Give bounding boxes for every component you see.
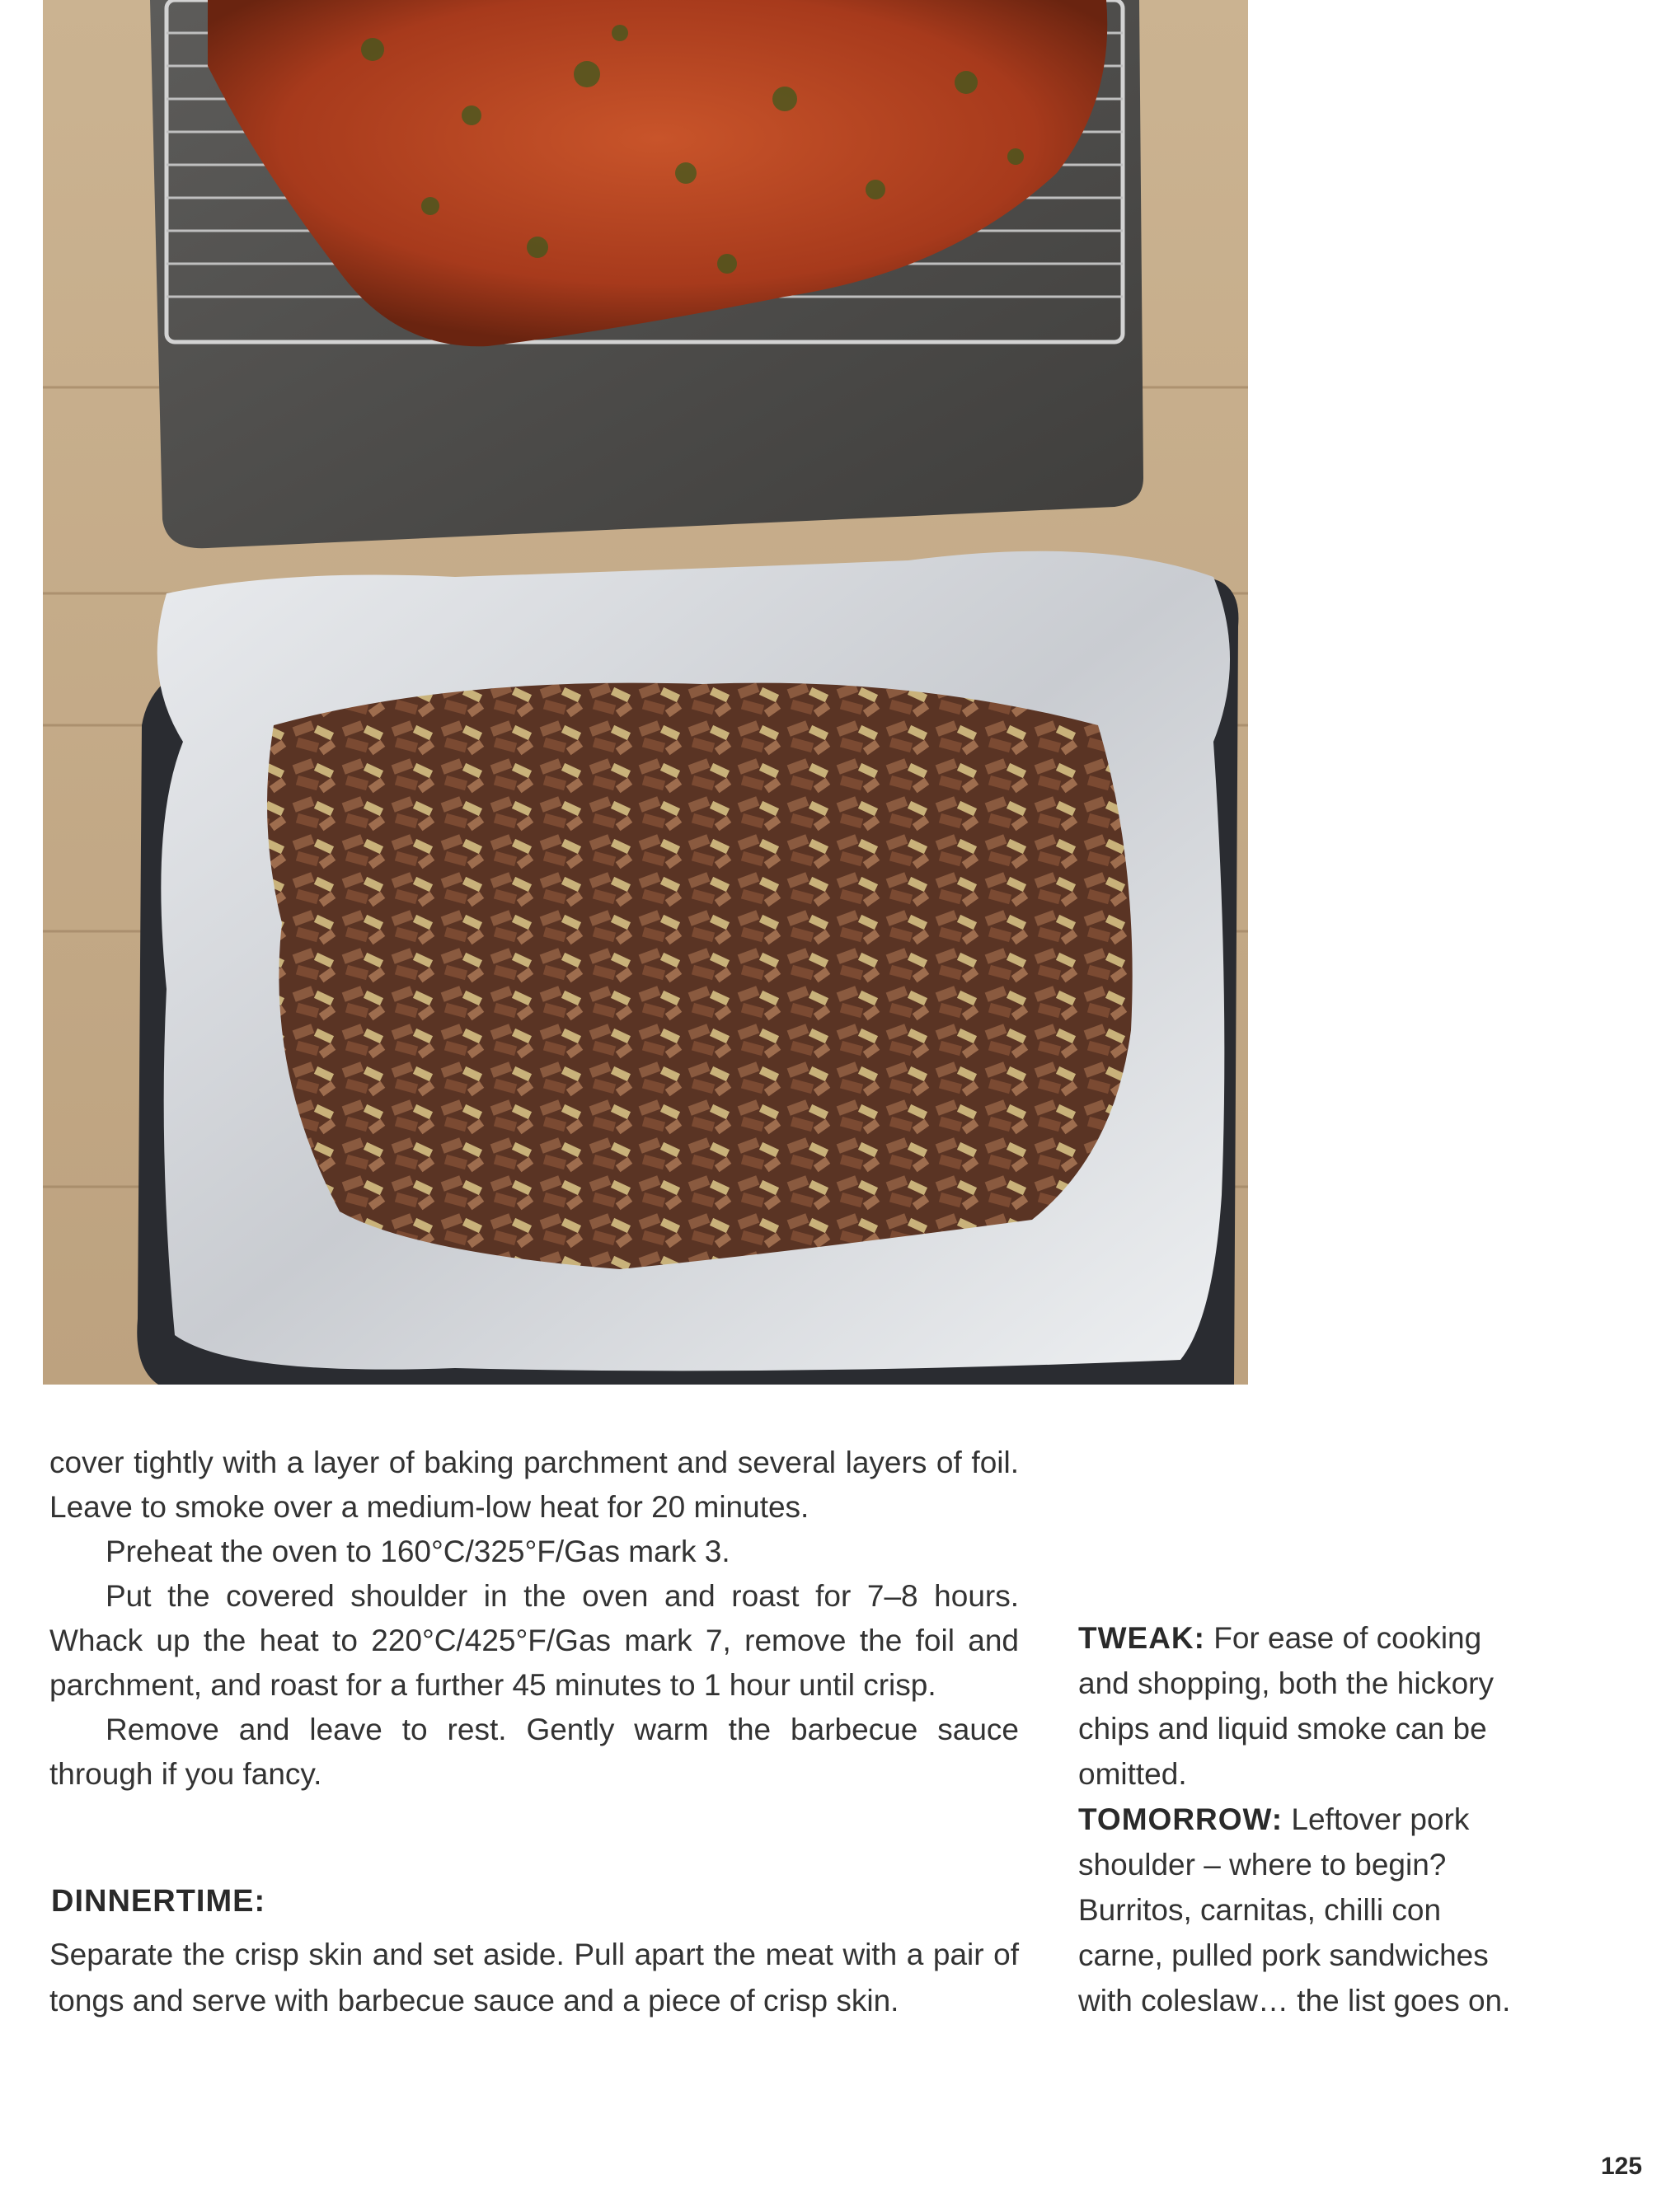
- sidebar-notes: [1078, 1615, 1523, 2023]
- tweak-note: [1078, 1615, 1523, 1797]
- method-paragraph-1: cover tightly with a layer of baking parchment and several layers of foil. Leave to smoke over a medium-low heat for 20 minutes.: [49, 1446, 1019, 1524]
- tweak-text: For ease of cooking and shopping, both the hickory chips and liquid smoke can be omitted.: [1078, 1621, 1494, 1791]
- method-paragraph-3: Put the covered shoulder in the oven and roast for 7–8 hours. Whack up the heat to 220°C/425°F/Gas mark 7, remove the foil and parchment, and roast for a further 45 minutes to 1 hour until crisp.: [49, 1579, 1019, 1702]
- method-paragraph-4: Remove and leave to rest. Gently warm the barbecue sauce through if you fancy.: [49, 1713, 1019, 1791]
- food-photo-icon: [43, 0, 1248, 1385]
- page-number: 125: [1601, 2153, 1643, 2180]
- tweak-label: TWEAK:: [1078, 1621, 1205, 1655]
- dinnertime-heading: DINNERTIME:: [51, 1884, 266, 1919]
- tomorrow-note: [1078, 1797, 1523, 2023]
- tomorrow-text: Leftover pork shoulder – where to begin? Burritos, carnitas, chilli con carne, pulled pork sandwiches with coleslaw… the list goes on.: [1078, 1802, 1511, 2018]
- tomorrow-label: TOMORROW:: [1078, 1802, 1283, 1836]
- recipe-photo: [43, 0, 1248, 1385]
- method-text: [49, 1441, 1019, 1797]
- dinnertime-text: Separate the crisp skin and set aside. Pull apart the meat with a pair of tongs and serve with barbecue sauce and a piece of crisp skin.: [49, 1938, 1019, 2018]
- method-paragraph-2: Preheat the oven to 160°C/325°F/Gas mark 3.: [106, 1535, 730, 1568]
